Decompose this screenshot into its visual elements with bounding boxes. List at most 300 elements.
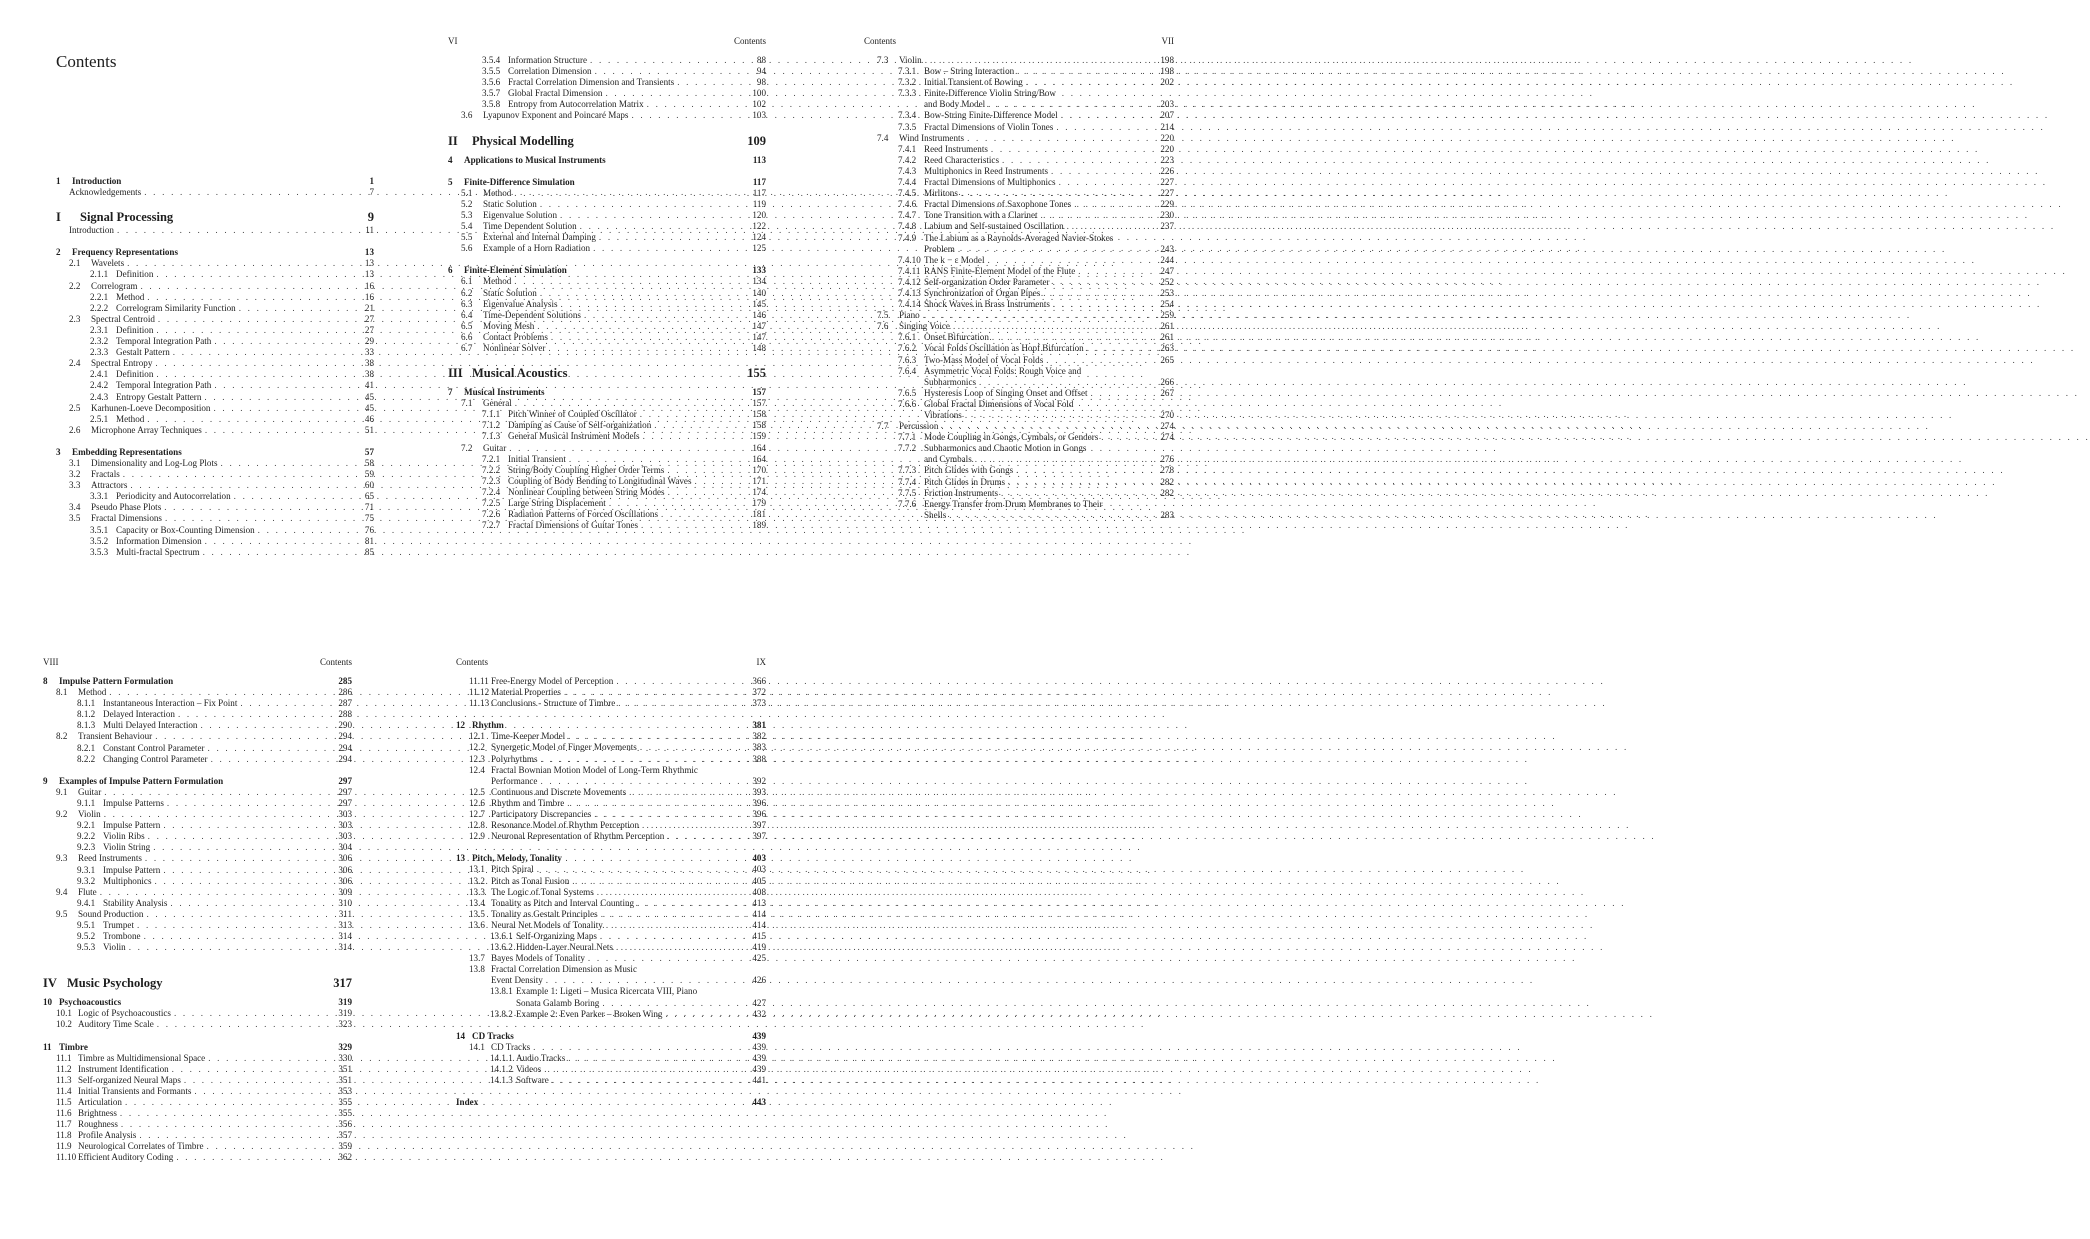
subsection-entry[interactable] <box>456 1009 766 1020</box>
subsection-entry[interactable] <box>43 698 352 709</box>
subsection-entry[interactable] <box>864 199 1174 210</box>
section-entry[interactable] <box>56 403 374 414</box>
entry-number: 3 <box>56 446 61 457</box>
section-entry[interactable] <box>448 332 766 343</box>
entry-title: Violin Ribs <box>103 831 145 842</box>
section-entry[interactable] <box>456 798 766 809</box>
section-entry[interactable] <box>456 920 766 931</box>
entry-title: Pitch Glides with Gongs <box>924 465 1014 476</box>
subsection-entry[interactable] <box>864 432 1174 443</box>
subsection-entry[interactable] <box>864 144 1174 155</box>
subsection-entry[interactable] <box>43 798 352 809</box>
entry-number: 9 <box>43 775 48 786</box>
page-number: 388 <box>752 753 766 764</box>
page-number: 310 <box>338 897 352 908</box>
subsection-entry[interactable] <box>864 166 1174 177</box>
dot-leader <box>605 88 749 99</box>
subsection-entry[interactable] <box>864 343 1174 354</box>
chapter-entry[interactable] <box>43 1042 352 1053</box>
section-entry[interactable] <box>456 787 766 798</box>
subsection-entry[interactable] <box>448 487 766 498</box>
section-entry[interactable] <box>56 281 374 292</box>
subsection-entry[interactable] <box>456 1075 766 1086</box>
section-entry[interactable] <box>456 698 766 709</box>
section-entry[interactable] <box>43 1141 352 1152</box>
entry-number: 3.5 <box>69 513 81 524</box>
entry-number: 7.4.12 <box>898 276 921 287</box>
entry-title: Timbre as Multidimensional Space <box>78 1052 206 1063</box>
entry-continuation[interactable] <box>864 99 1174 110</box>
section-entry[interactable] <box>56 480 374 491</box>
section-entry[interactable] <box>43 1097 352 1108</box>
page-number: 41 <box>364 380 374 391</box>
section-entry[interactable] <box>456 731 766 742</box>
page-number: 351 <box>338 1063 352 1074</box>
section-entry[interactable] <box>43 1130 352 1141</box>
entry-number: 13.6.2 <box>490 942 513 953</box>
entry-title: Singing Voice <box>899 321 950 332</box>
section-entry[interactable] <box>448 188 766 199</box>
entry-title: Attractors <box>91 480 128 491</box>
chapter-entry[interactable] <box>448 155 766 166</box>
section-entry[interactable] <box>456 1042 766 1053</box>
subsection-entry[interactable] <box>448 88 766 99</box>
subsection-entry[interactable] <box>448 498 766 509</box>
dot-leader <box>1074 199 1157 210</box>
subsection-entry[interactable] <box>56 369 374 380</box>
entry-number: 14.1 <box>469 1041 485 1052</box>
section-entry[interactable] <box>56 513 374 524</box>
chapter-entry[interactable] <box>456 720 766 731</box>
dot-leader <box>156 369 357 380</box>
entry-title: Correlogram Similarity Function <box>116 302 236 313</box>
toc-list <box>456 676 766 1108</box>
entry-number: 7.1.3 <box>482 431 501 442</box>
section-entry[interactable] <box>56 258 374 269</box>
section-entry[interactable] <box>864 310 1174 321</box>
subsection-entry[interactable] <box>43 898 352 909</box>
entry-continuation[interactable] <box>864 454 1174 465</box>
section-entry[interactable] <box>864 55 1174 66</box>
section-entry[interactable] <box>456 809 766 820</box>
section-entry[interactable] <box>448 343 766 354</box>
entry-number: 3.5.7 <box>482 88 501 99</box>
subsection-entry[interactable] <box>56 547 374 558</box>
section-entry[interactable] <box>456 909 766 920</box>
frontmatter-entry[interactable] <box>56 187 374 198</box>
subsection-entry[interactable] <box>448 465 766 476</box>
dot-leader <box>991 144 1157 155</box>
spacer <box>43 1031 352 1042</box>
entry-title: Videos <box>516 1064 542 1074</box>
section-entry[interactable] <box>456 754 766 765</box>
entry-number: 12.1 <box>469 731 485 742</box>
entry-number: 9.5.1 <box>77 919 96 930</box>
section-entry[interactable] <box>448 221 766 232</box>
page-number: 313 <box>338 919 352 930</box>
subsection-entry[interactable] <box>43 865 352 876</box>
entry-title: Reed Characteristics <box>924 154 999 165</box>
section-entry[interactable] <box>43 731 352 742</box>
entry-title: and Cymbals <box>924 454 972 465</box>
entry-number: 7.7.3 <box>898 465 917 476</box>
subsection-entry[interactable] <box>43 709 352 720</box>
chapter-entry[interactable] <box>43 997 352 1008</box>
entry-title: Example of a Horn Radiation <box>483 243 591 254</box>
entry-title: Violin <box>103 942 126 953</box>
dot-leader <box>100 887 335 898</box>
dot-leader <box>988 99 1157 110</box>
section-entry[interactable] <box>448 398 766 409</box>
entry-number: 6.4 <box>461 309 473 320</box>
subsection-entry[interactable] <box>448 520 766 531</box>
section-entry[interactable] <box>56 458 374 469</box>
dot-leader <box>140 281 357 292</box>
chapter-entry[interactable] <box>56 247 374 258</box>
spacer <box>43 953 352 964</box>
subsection-entry[interactable] <box>56 336 374 347</box>
page-number: 85 <box>364 546 374 557</box>
dot-leader <box>170 898 335 909</box>
subsection-entry[interactable] <box>864 477 1174 488</box>
subsection-entry[interactable] <box>864 366 1174 377</box>
page-number: 294 <box>338 731 352 742</box>
entry-number: 7.4.11 <box>898 265 921 276</box>
section-entry[interactable] <box>456 864 766 875</box>
entry-continuation[interactable] <box>456 975 766 986</box>
entry-title: Introduction <box>69 225 114 236</box>
part-entry[interactable] <box>448 365 766 381</box>
page-number: 441 <box>752 1075 766 1086</box>
subsection-entry[interactable] <box>456 986 766 997</box>
entry-title: Violin String <box>103 842 151 853</box>
subsection-entry[interactable] <box>448 409 766 420</box>
section-entry[interactable] <box>456 676 766 687</box>
subsection-entry[interactable] <box>864 277 1174 288</box>
section-entry[interactable] <box>448 443 766 454</box>
subsection-entry[interactable] <box>43 876 352 887</box>
dot-leader <box>121 1119 335 1130</box>
page-number: 227 <box>1160 177 1174 188</box>
entry-continuation[interactable] <box>864 377 1174 388</box>
section-entry[interactable] <box>43 1008 352 1019</box>
subsection-entry[interactable] <box>43 720 352 731</box>
subsection-entry[interactable] <box>43 831 352 842</box>
subsection-entry[interactable] <box>864 66 1174 77</box>
spacer <box>448 122 766 133</box>
dot-leader <box>178 709 335 720</box>
subsection-entry[interactable] <box>864 266 1174 277</box>
subsection-entry[interactable] <box>864 399 1174 410</box>
entry-title: Multi Delayed Interaction <box>103 720 198 731</box>
chapter-entry[interactable] <box>448 387 766 398</box>
chapter-entry[interactable] <box>448 265 766 276</box>
dot-leader <box>637 898 749 909</box>
dot-leader <box>647 99 749 110</box>
section-entry[interactable] <box>43 809 352 820</box>
section-entry[interactable] <box>43 1075 352 1086</box>
section-entry[interactable] <box>56 358 374 369</box>
subsection-entry[interactable] <box>864 255 1174 266</box>
subsection-entry[interactable] <box>56 536 374 547</box>
subsection-entry[interactable] <box>448 476 766 487</box>
entry-number: 12.5 <box>469 786 485 797</box>
subsection-entry[interactable] <box>43 942 352 953</box>
chapter-entry[interactable] <box>43 776 352 787</box>
dot-leader <box>643 431 749 442</box>
section-entry[interactable] <box>43 1152 352 1163</box>
entry-title: Efficient Auditory Coding <box>78 1152 174 1163</box>
page-number: 288 <box>338 709 352 720</box>
page-number: 27 <box>364 313 374 324</box>
entry-title: Example 1: Ligeti – Musica Ricercata VIII, Piano <box>516 986 698 997</box>
subsection-entry[interactable] <box>864 488 1174 499</box>
subsection-entry[interactable] <box>56 303 374 314</box>
section-entry[interactable] <box>43 1086 352 1097</box>
part-entry[interactable] <box>56 209 374 225</box>
part-entry[interactable] <box>448 133 766 149</box>
section-entry[interactable] <box>864 321 1174 332</box>
subsection-entry[interactable] <box>448 509 766 520</box>
subsection-entry[interactable] <box>864 388 1174 399</box>
section-entry[interactable] <box>56 469 374 480</box>
section-entry[interactable] <box>456 765 766 776</box>
subsection-entry[interactable] <box>56 292 374 303</box>
entry-title: Radiation Patterns of Forced Oscillations <box>508 509 659 520</box>
subsection-entry[interactable] <box>864 188 1174 199</box>
subsection-entry[interactable] <box>864 233 1174 244</box>
entry-title: Violin <box>899 55 922 65</box>
section-entry[interactable] <box>456 820 766 831</box>
entry-continuation[interactable] <box>456 776 766 787</box>
section-entry[interactable] <box>43 887 352 898</box>
section-entry[interactable] <box>43 853 352 864</box>
entry-number: 12.6 <box>469 797 485 808</box>
subsection-entry[interactable] <box>448 454 766 465</box>
subsection-entry[interactable] <box>56 380 374 391</box>
chapter-entry[interactable] <box>56 176 374 187</box>
subsection-entry[interactable] <box>456 942 766 953</box>
subsection-entry[interactable] <box>56 392 374 403</box>
entry-number: 7.1.2 <box>482 420 501 431</box>
entry-continuation[interactable] <box>864 244 1174 255</box>
page-number: 122 <box>752 221 766 232</box>
subsection-entry[interactable] <box>448 77 766 88</box>
subsection-entry[interactable] <box>864 177 1174 188</box>
subsection-entry[interactable] <box>864 110 1174 121</box>
page-number: 94 <box>756 66 766 77</box>
section-entry[interactable] <box>456 898 766 909</box>
entry-number: 5.2 <box>461 198 473 209</box>
dot-leader <box>533 1042 749 1053</box>
entry-number: 7.5 <box>877 310 889 321</box>
page-number: 9 <box>367 210 374 225</box>
section-entry[interactable] <box>864 133 1174 144</box>
subsection-entry[interactable] <box>448 99 766 110</box>
section-entry[interactable] <box>448 276 766 287</box>
section-entry[interactable] <box>864 421 1174 432</box>
subsection-entry[interactable] <box>448 55 766 66</box>
entry-title: Music Psychology <box>67 976 163 991</box>
subsection-entry[interactable] <box>456 1053 766 1064</box>
entry-number: 13.1 <box>469 864 485 875</box>
subsection-entry[interactable] <box>864 155 1174 166</box>
subsection-entry[interactable] <box>43 743 352 754</box>
chapter-entry[interactable] <box>456 1031 766 1042</box>
section-entry[interactable] <box>448 232 766 243</box>
chapter-entry[interactable] <box>448 177 766 188</box>
index-entry[interactable] <box>456 1097 766 1108</box>
entry-number: 9.2.3 <box>77 842 96 853</box>
page-number: 244 <box>1160 254 1174 265</box>
dot-leader <box>203 547 357 558</box>
section-entry[interactable] <box>56 502 374 513</box>
section-entry[interactable] <box>448 288 766 299</box>
subsection-entry[interactable] <box>864 88 1174 99</box>
subsection-entry[interactable] <box>43 920 352 931</box>
entry-title: Finite-Element Simulation <box>464 265 567 276</box>
subsection-entry[interactable] <box>448 66 766 77</box>
chapter-entry[interactable] <box>43 676 352 687</box>
entry-title: String/Body Coupling Higher Order Terms <box>508 464 665 475</box>
subsection-entry[interactable] <box>864 332 1174 343</box>
section-entry[interactable] <box>448 243 766 254</box>
section-entry[interactable] <box>456 876 766 887</box>
subsection-entry[interactable] <box>864 355 1174 366</box>
section-entry[interactable] <box>456 953 766 964</box>
subsection-entry[interactable] <box>456 931 766 942</box>
subsection-entry[interactable] <box>56 325 374 336</box>
subsection-entry[interactable] <box>448 431 766 442</box>
page-number: 98 <box>756 77 766 88</box>
entry-title: Correlation Dimension <box>508 66 592 77</box>
page-number: 425 <box>752 953 766 964</box>
page-number: 237 <box>1160 221 1174 232</box>
section-entry[interactable] <box>448 310 766 321</box>
subsection-entry[interactable] <box>864 210 1174 221</box>
section-entry[interactable] <box>448 299 766 310</box>
section-entry[interactable] <box>43 1053 352 1064</box>
section-entry[interactable] <box>43 1019 352 1030</box>
section-entry[interactable] <box>448 210 766 221</box>
entry-title: Neuronal Representation of Rhythm Perception <box>491 831 665 842</box>
entry-number: 7.4.7 <box>898 210 917 221</box>
section-entry[interactable] <box>43 1064 352 1075</box>
page-number: 202 <box>1160 77 1174 88</box>
section-entry[interactable] <box>43 687 352 698</box>
entry-title: Method <box>483 276 512 287</box>
subsection-entry[interactable] <box>864 77 1174 88</box>
subsection-entry[interactable] <box>864 221 1174 232</box>
section-entry[interactable] <box>43 787 352 798</box>
subsection-entry[interactable] <box>43 931 352 942</box>
subsection-entry[interactable] <box>448 420 766 431</box>
page-number: 274 <box>1160 421 1174 432</box>
section-entry[interactable] <box>56 425 374 436</box>
entry-number: 7.6.4 <box>898 365 917 376</box>
entry-title: General Musical Instrument Models <box>508 431 640 442</box>
part-entry[interactable] <box>43 975 352 991</box>
section-entry[interactable] <box>43 1119 352 1130</box>
entry-title: Problem <box>924 243 955 254</box>
entry-title: Nonlinear Solver <box>483 342 546 353</box>
frontmatter-entry[interactable] <box>56 225 374 236</box>
entry-title: Impulse Pattern <box>103 820 161 831</box>
entry-title: Tonality as Pitch and Interval Counting <box>491 897 635 908</box>
page-number: 159 <box>752 431 766 442</box>
subsection-entry[interactable] <box>864 288 1174 299</box>
subsection-entry[interactable] <box>56 414 374 425</box>
dot-leader <box>668 487 749 498</box>
page-number: 373 <box>752 698 766 709</box>
header-right: Contents <box>733 36 766 46</box>
dot-leader <box>1017 66 1157 77</box>
subsection-entry[interactable] <box>43 820 352 831</box>
section-entry[interactable] <box>456 742 766 753</box>
chapter-entry[interactable] <box>56 447 374 458</box>
section-entry[interactable] <box>456 687 766 698</box>
entry-title: Profile Analysis <box>78 1130 137 1141</box>
section-entry[interactable] <box>448 110 766 121</box>
section-entry[interactable] <box>56 314 374 325</box>
subsection-entry[interactable] <box>864 299 1174 310</box>
entry-number: 7.4.5 <box>898 188 917 199</box>
subsection-entry[interactable] <box>56 525 374 536</box>
entry-number: 9.4.1 <box>77 897 96 908</box>
section-entry[interactable] <box>456 964 766 975</box>
dot-leader <box>1041 210 1157 221</box>
section-entry[interactable] <box>448 321 766 332</box>
entry-title: Event Density <box>491 975 543 986</box>
entry-number: 9.5.3 <box>77 942 96 953</box>
section-entry[interactable] <box>43 1108 352 1119</box>
dot-leader <box>541 754 750 765</box>
contents-title: Contents <box>56 52 117 71</box>
dot-leader <box>258 525 357 536</box>
subsection-entry[interactable] <box>864 122 1174 133</box>
toc-list <box>448 55 766 531</box>
entry-continuation[interactable] <box>864 410 1174 421</box>
dot-leader <box>640 409 749 420</box>
entry-number: 6.6 <box>461 331 473 342</box>
subsection-entry[interactable] <box>864 499 1174 510</box>
entry-continuation[interactable] <box>864 510 1174 521</box>
entry-title: Asymmetric Vocal Folds: Rough Voice and <box>924 365 1082 376</box>
entry-title: Piano <box>899 310 920 321</box>
subsection-entry[interactable] <box>864 443 1174 454</box>
entry-number: 6.5 <box>461 320 473 331</box>
subsection-entry[interactable] <box>56 491 374 502</box>
entry-continuation[interactable] <box>456 998 766 1009</box>
entry-title: Violin <box>78 809 101 820</box>
subsection-entry[interactable] <box>43 842 352 853</box>
subsection-entry[interactable] <box>56 269 374 280</box>
section-entry[interactable] <box>448 199 766 210</box>
subsection-entry[interactable] <box>43 754 352 765</box>
subsection-entry[interactable] <box>864 465 1174 476</box>
subsection-entry[interactable] <box>456 1064 766 1075</box>
spacer <box>448 166 766 177</box>
dot-leader <box>599 232 749 243</box>
entry-title: Fractal Correlation Dimension as Music <box>491 964 637 975</box>
chapter-entry[interactable] <box>456 853 766 864</box>
section-entry[interactable] <box>456 831 766 842</box>
subsection-entry[interactable] <box>56 347 374 358</box>
section-entry[interactable] <box>43 909 352 920</box>
entry-title: Definition <box>116 269 154 280</box>
entry-title: Frequency Representations <box>72 247 179 258</box>
section-entry[interactable] <box>456 887 766 898</box>
